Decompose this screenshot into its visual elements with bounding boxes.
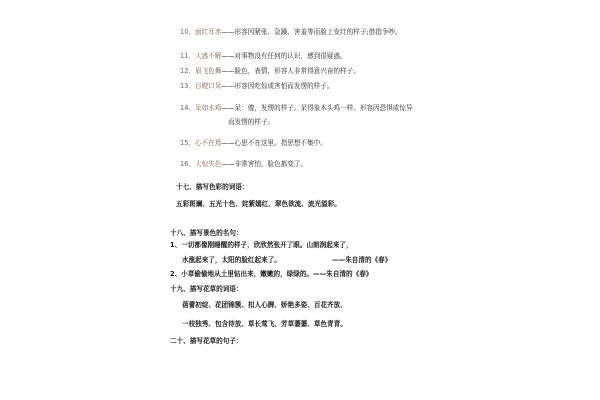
- entry-number: 11、: [180, 52, 195, 60]
- section-20-heading: 二十、描写花草的句子：: [170, 337, 243, 345]
- entry-number: 10、: [180, 28, 195, 36]
- entry-number: 13、: [180, 82, 195, 90]
- idiom-term: 眉飞色舞: [194, 67, 222, 75]
- idiom-term: 大惑不解: [194, 52, 222, 60]
- quote-1-line-1: 1、一切都像刚睡醒的样子，欣欣然张开了眼。山朗润起来了，: [170, 241, 353, 249]
- flower-words-line-1: 蓓蕾初绽、花团锦簇、扣人心脾、娇艳多姿、百花齐放、: [182, 301, 347, 309]
- idiom-definition: ——对事物没有任何的认识，感到很疑惑。: [221, 52, 347, 60]
- entry-number: 14、: [180, 104, 195, 112]
- idiom-definition: ——呆：傻，发愣的样子。呆得象木头鸡一样。形容因恐惧或惊异: [221, 104, 413, 112]
- idiom-entry-16: [180, 160, 307, 169]
- idiom-term: 面红耳赤: [194, 28, 222, 36]
- quote-2: 2、小草偷偷地从土里钻出来，嫩嫩的，绿绿的。——朱自清的《春》: [170, 270, 373, 278]
- idiom-definition: ——脸色，表情，形容人非常得意兴奋的样子。: [221, 67, 360, 75]
- entry-number: 16、: [180, 160, 195, 168]
- idiom-term: 大惊失色: [194, 160, 222, 168]
- idiom-definition-continued: 而发愣的样子。: [228, 118, 275, 126]
- idiom-entry-14: [180, 104, 413, 113]
- idiom-definition: ——形容因紧张、急躁、害羞等而脸上发红的样子;借指争吵。: [221, 28, 402, 36]
- idiom-definition: ——心思不在这里。指思想不集中。: [221, 139, 327, 147]
- color-words: 五彩斑斓、五光十色、姹紫嫣红、翠色欲流、流光溢彩。: [176, 200, 341, 208]
- idiom-term: 目瞪口呆: [194, 82, 222, 90]
- idiom-entry-12: [180, 67, 360, 76]
- idiom-term: 心不在焉: [194, 139, 222, 147]
- quote-1-source: ——朱自清的《春》: [332, 256, 392, 264]
- idiom-definition: ——非常害怕，脸色都变了。: [221, 160, 308, 168]
- flower-words-line-2: 一枝独秀、包含待放、草长莺飞、芳草萋萋、草色青青。: [182, 320, 347, 328]
- idiom-entry-10: [180, 28, 402, 37]
- idiom-term: 呆如木鸡: [194, 104, 222, 112]
- idiom-definition: ——形容因吃惊或害怕而发愣的样子。: [221, 82, 334, 90]
- entry-number: 12、: [180, 67, 195, 75]
- idiom-entry-15: [180, 139, 327, 148]
- quote-1-line-2: 水涨起来了，太阳的脸红起来了。: [182, 256, 281, 264]
- entry-number: 15、: [180, 139, 195, 147]
- idiom-entry-11: [180, 52, 347, 61]
- section-17-heading: 十七、描写色彩的词语：: [176, 183, 249, 191]
- section-19-heading: 十九、描写花草的词语：: [170, 285, 243, 293]
- section-18-heading: 十八、描写景色的名句：: [170, 229, 243, 237]
- idiom-entry-13: [180, 82, 333, 91]
